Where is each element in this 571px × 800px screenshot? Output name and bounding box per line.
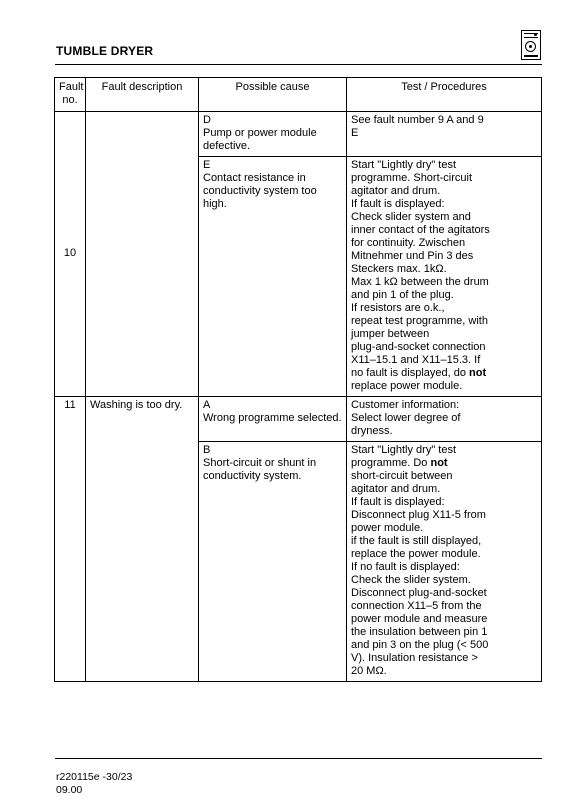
tumble-dryer-icon xyxy=(521,30,541,60)
fault-table xyxy=(54,77,542,682)
footer-date: 09.00 xyxy=(56,784,83,796)
test-procedure-cell xyxy=(347,112,542,157)
procedure-text: Customer information: Select lower degree of dryness. xyxy=(351,399,461,437)
col-header-fault-no: Fault no. xyxy=(55,78,86,112)
procedure-text: replace power module. xyxy=(351,380,463,392)
cause-letter: E xyxy=(203,159,211,171)
possible-cause-cell xyxy=(199,442,347,682)
test-procedure-cell xyxy=(347,397,542,442)
fault-table-body xyxy=(55,112,542,682)
page-header-title: TUMBLE DRYER xyxy=(56,44,154,58)
fault-number-cell: 10 xyxy=(55,112,86,397)
cause-text: Contact resistance in conductivity system too high. xyxy=(203,172,317,210)
table-header-row xyxy=(55,78,542,112)
fault-description-cell: Washing is too dry. xyxy=(86,397,199,682)
procedure-text: short-circuit between agitator and drum. If fault is displayed: Disconnect plug X11-5 from power module. if the fault is still displayed, replace the power module. If no fault is displayed: Check the slider system. Disconnect plug-and-socket connection X11–5 from the power module and measure the insulation between pin 1 and pin 3 on the plug (< 500 V). Insulation resistance > 20 MΩ. xyxy=(351,470,489,677)
cause-text: Wrong programme selected. xyxy=(203,412,342,424)
footer-rule xyxy=(55,758,542,759)
table-row xyxy=(55,397,542,442)
cause-letter: A xyxy=(203,399,211,411)
procedure-text: Start "Lightly dry" test programme. Short-circuit agitator and drum. If fault is displayed: Check slider system and inner contact of the agitators for continuity. Zwischen Mitnehmer und Pin 3 des Steckers max. 1kΩ. Max 1 kΩ between the drum and pin 1 of the plug. If resistors are o.k., repeat test programme, with jumper between plug-and-socket connection X11–15.1 and X11–15.3. If no fault is displayed, do xyxy=(351,159,490,379)
possible-cause-cell xyxy=(199,112,347,157)
fault-description-cell xyxy=(86,112,199,397)
drum-ring xyxy=(525,41,536,52)
footer-doc-code: r220115e -30/23 xyxy=(56,771,133,783)
cause-letter: D xyxy=(203,114,211,126)
dryer-base xyxy=(524,55,538,57)
col-header-fault-description: Fault description xyxy=(86,78,199,112)
cause-text: Short-circuit or shunt in conductivity system. xyxy=(203,457,317,482)
test-procedure-cell xyxy=(347,442,542,682)
table-row xyxy=(55,112,542,157)
test-procedure-cell xyxy=(347,157,542,397)
cause-letter: B xyxy=(203,444,211,456)
col-header-test-procedures: Test / Procedures xyxy=(347,78,542,112)
possible-cause-cell xyxy=(199,157,347,397)
control-panel-bar xyxy=(524,33,538,38)
possible-cause-cell xyxy=(199,397,347,442)
procedure-emphasis: not xyxy=(430,457,448,469)
fault-number-cell: 11 xyxy=(55,397,86,682)
header-rule xyxy=(55,64,542,65)
footer xyxy=(56,771,132,797)
col-header-possible-cause: Possible cause xyxy=(199,78,347,112)
procedure-text: Start "Lightly dry" test programme. Do xyxy=(351,444,457,469)
procedure-text: See fault number 9 A and 9 E xyxy=(351,114,484,139)
procedure-emphasis: not xyxy=(469,367,487,379)
cause-text: Pump or power module defective. xyxy=(203,127,317,152)
